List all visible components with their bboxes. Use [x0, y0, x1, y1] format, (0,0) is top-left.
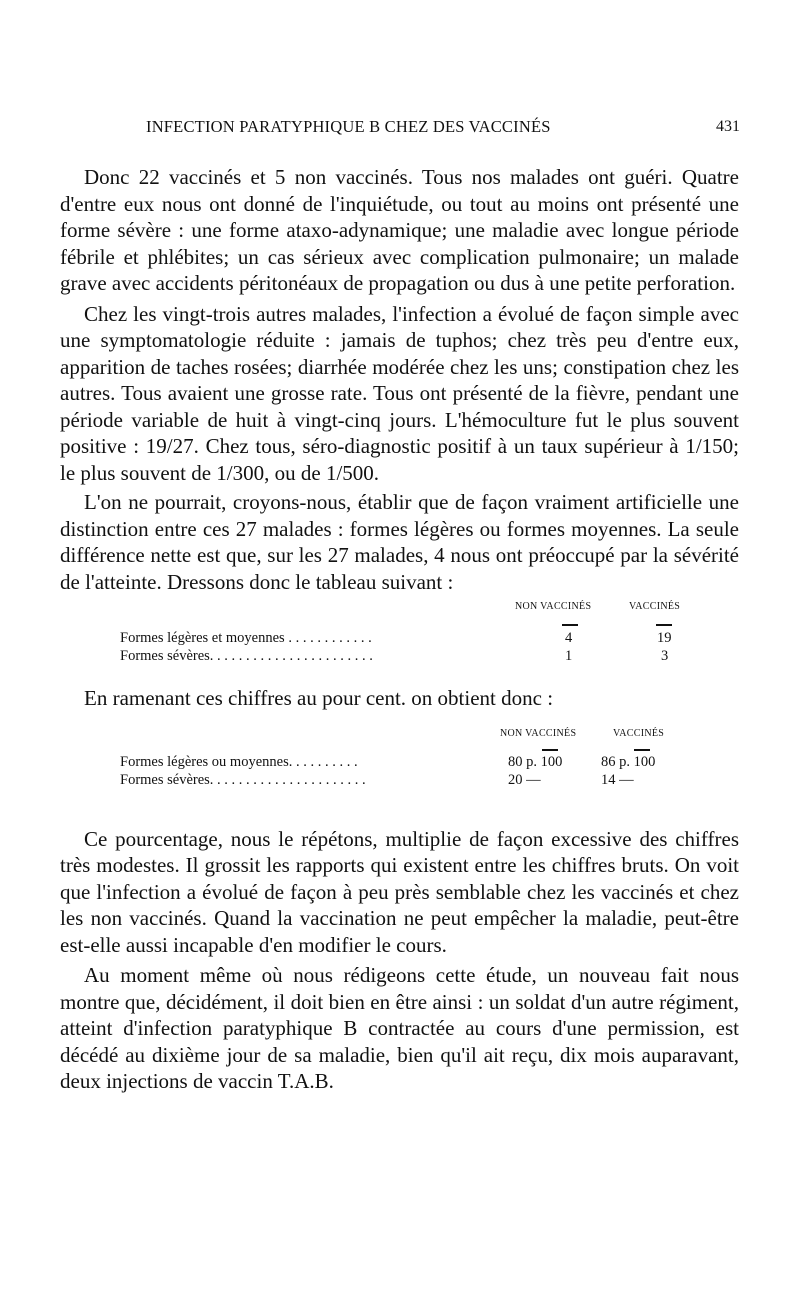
- paragraph-4: En ramenant ces chiffres au pour cent. on obtient donc :: [84, 686, 554, 710]
- table-row-label: Formes légères et moyennes . . . . . . . . . . . .: [120, 630, 372, 646]
- table-cell-vaccinated: 86 p. 100: [601, 753, 656, 770]
- table-counts-rule-non: [562, 624, 578, 626]
- table-percentages: [60, 722, 739, 810]
- table-counts-header-non-vaccinated: NON VACCINÉS: [515, 601, 592, 612]
- table-cell-vaccinated: 14 —: [601, 771, 634, 788]
- page-body: [60, 164, 739, 1095]
- paragraph-1: Donc 22 vaccinés et 5 non vaccinés. Tous nos malades ont guéri. Quatre d'entre eux nous ont donné de l'inquiétude, ou tout au moins ont présenté une forme sévère : une forme ataxo-adynamique; une maladie avec longue période fébrile et phlébites; un cas sérieux avec complication pulmonaire; un malade grave avec accidents péritonéaux de propagation ou dus à une petite perforation.: [60, 165, 739, 295]
- table-cell-non-vaccinated: 80 p. 100: [508, 753, 563, 770]
- table-percentages-header-non-vaccinated: NON VACCINÉS: [500, 727, 577, 739]
- table-cell-non-vaccinated: 1: [565, 648, 573, 664]
- page-number: 431: [716, 118, 740, 135]
- table-row-label: Formes légères ou moyennes. . . . . . . . . .: [120, 753, 358, 770]
- table-percentages-rule-vac: [634, 749, 650, 751]
- paragraph-5: Ce pourcentage, nous le répétons, multiplie de façon excessive des chiffres très modestes. Il grossit les rapports qui existent entre les chiffres bruts. On voit que l'infection a évolué de façon à peu près semblable chez les vaccinés et chez les non vaccinés. Quand la vaccination ne peut empêcher la maladie, peut-être est-elle aussi incapable d'en modifier le cours.: [60, 826, 739, 957]
- table-percentages-rule-non: [542, 749, 558, 751]
- paragraph-3: L'on ne pourrait, croyons-nous, établir que de façon vraiment artificielle une distinction entre ces 27 malades : formes légères ou formes moyennes. La seule différence nette est que, sur les 27 malades, 4 nous ont préoccupé par la sévérité de l'atteinte. Dressons donc le tableau suivant :: [60, 490, 739, 594]
- table-counts-rule-vac: [656, 624, 672, 626]
- table-cell-vaccinated: 3: [661, 648, 669, 664]
- table-row-label: Formes sévères. . . . . . . . . . . . . . . . . . . . . .: [120, 771, 366, 788]
- table-row-label: Formes sévères. . . . . . . . . . . . . . . . . . . . . . .: [120, 648, 373, 664]
- running-title: INFECTION PARATYPHIQUE B CHEZ DES VACCINÉS: [146, 117, 551, 136]
- table-cell-non-vaccinated: 4: [565, 630, 573, 646]
- table-counts-header-vaccinated: VACCINÉS: [629, 601, 681, 612]
- paragraph-2: Chez les vingt-trois autres malades, l'infection a évolué de façon simple avec une symptomatologie réduite : jamais de tuphos; chez très peu d'entre eux, apparition de taches rosées; diarrhée modérée chez les uns; constipation chez les autres. Tous avaient une grosse rate. Tous ont présenté de la fièvre, pendant une période variable de huit à vingt-cinq jours. L'hémoculture fut le plus souvent positive : 19/27. Chez tous, séro-diagnostic positif à un taux supérieur à 1/150; le plus souvent de 1/300, ou de 1/500.: [60, 301, 739, 485]
- running-header: [60, 113, 743, 143]
- paragraph-6: Au moment même où nous rédigeons cette étude, un nouveau fait nous montre que, décidément, il doit bien en être ainsi : un soldat d'un autre régiment, atteint d'infection paratyphique B contractée au cours d'une permission, est décédé au dixième jour de sa maladie, bien qu'il ait reçu, dix mois auparavant, deux injections de vaccin T.A.B.: [60, 963, 739, 1093]
- table-counts: [60, 601, 739, 685]
- table-cell-vaccinated: 19: [657, 630, 672, 646]
- table-cell-non-vaccinated: 20 —: [508, 771, 541, 788]
- table-percentages-header-vaccinated: VACCINÉS: [613, 727, 665, 739]
